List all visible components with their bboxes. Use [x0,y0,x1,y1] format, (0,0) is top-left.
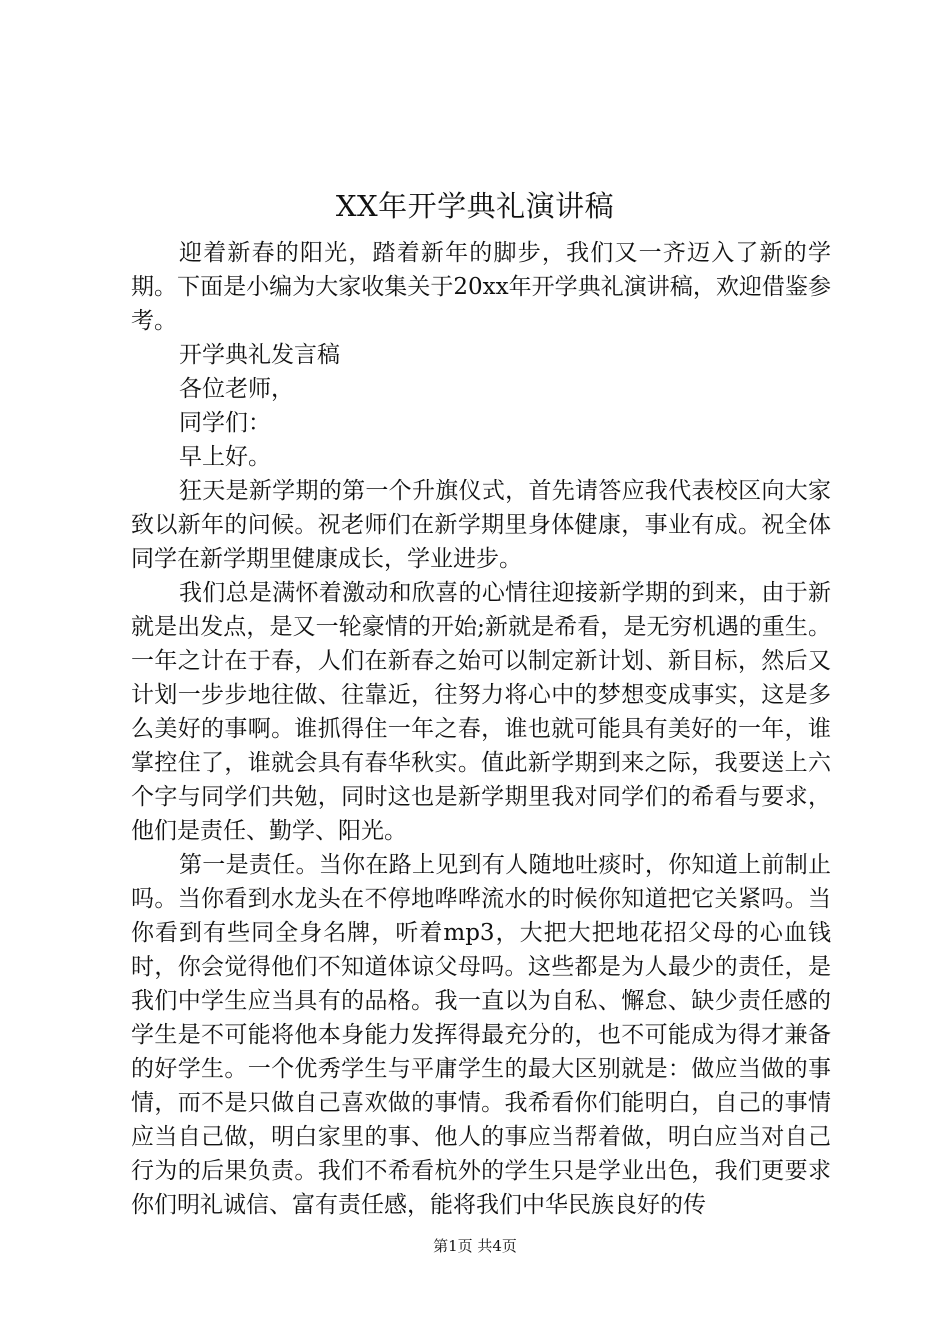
page-number-footer: 第1页 共4页 [433,1237,517,1255]
paragraph-opening: 狂天是新学期的第一个升旗仪式，首先请答应我代表校区向大家致以新年的问候。祝老师们在新学期里身体健康，事业有成。祝全体同学在新学期里健康成长，学业进步。 [131,478,831,572]
document-body [131,236,831,1222]
paragraph-salutation-teachers: 各位老师， [179,376,294,402]
paragraph-salutation-students: 同学们： [179,410,271,436]
paragraph-responsibility: 第一是责任。当你在路上见到有人随地吐痰时，你知道上前制止吗。当你看到水龙头在不停地哗哗流水的时候你知道把它关紧吗。当你看到有些同全身名牌，听着mp3，大把大把地花招父母的心血钱时，你会觉得他们不知道体谅父母吗。这些都是为人最少的责任，是我们中学生应当具有的品格。我一直以为自私、懈怠、缺少责任感的学生是不可能将他本身能力发挥得最充分的，也不可能成为得才兼备的好学生。一个优秀学生与平庸学生的最大区别就是：做应当做的事情，而不是只做自己喜欢做的事情。我希看你们能明白，自己的事情应当自己做，明白家里的事、他人的事应当帮着做，明白应当对自己行为的后果负责。我们不希看杭外的学生只是学业出色，我们更要求你们明礼诚信、富有责任感，能将我们中华民族良好的传 [131,852,831,1218]
paragraph-new-semester: 我们总是满怀着激动和欣喜的心情往迎接新学期的到来，由于新就是出发点，是又一轮豪情的开始;新就是希看，是无穷机遇的重生。一年之计在于春，人们在新春之始可以制定新计划、新目标，然后又计划一步步地往做、往靠近，往努力将心中的梦想变成事实，这是多么美好的事啊。谁抓得住一年之春，谁也就可能具有美好的一年，谁掌控住了，谁就会具有春华秋实。值此新学期到来之际，我要送上六个字与同学们共勉，同时这也是新学期里我对同学们的希看与要求，他们是责任、勤学、阳光。 [131,580,831,844]
document-title: XX年开学典礼演讲稿 [335,189,615,223]
paragraph-intro: 迎着新春的阳光，踏着新年的脚步，我们又一齐迈入了新的学期。下面是小编为大家收集关于20xx年开学典礼演讲稿，欢迎借鉴参考。 [131,240,831,334]
paragraph-speech-heading: 开学典礼发言稿 [179,342,340,368]
paragraph-greeting: 早上好。 [179,444,271,470]
